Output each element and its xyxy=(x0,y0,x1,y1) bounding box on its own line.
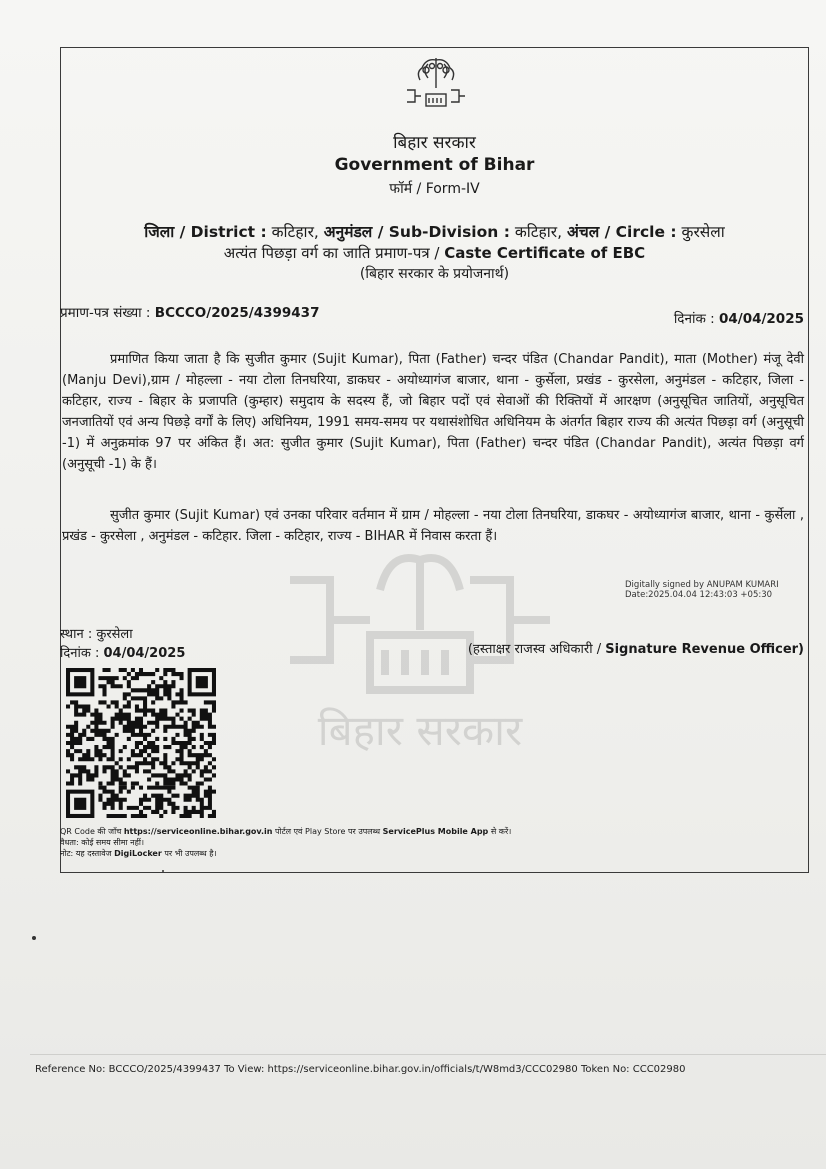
watermark-text: बिहार सरकार xyxy=(317,706,523,755)
digilocker-post: पर भी उपलब्ध है। xyxy=(164,849,217,858)
subdivision-value: कटिहार, xyxy=(514,223,563,241)
reference-line: Reference No: BCCCO/2025/4399437 To View: https://serviceonline.bihar.gov.in/officials/t/W8md3/CCC02980 Token No: CCC02980 xyxy=(35,1064,686,1075)
place-label: स्थान : xyxy=(60,627,93,642)
certificate-type-english: Caste Certificate of EBC xyxy=(444,244,646,262)
circle-label: अंचल / Circle : xyxy=(567,223,677,241)
issue-date-label: दिनांक : xyxy=(673,311,715,327)
certificate-paragraph-2: सुजीत कुमार (Sujit Kumar) एवं उनका परिवार वर्तमान में ग्राम / मोहल्ला - नया टोला तिनघरिया, डाकघर - अयोध्यागंज बाजार, थाना - कुर्सेला , प्रखंड - कुरसेला , अनुमंडल - कटिहार. जिला - कटिहार, राज्य - BIHAR में निवास करता हैं। xyxy=(62,508,804,544)
signature-block xyxy=(468,639,804,657)
digilocker-pre: नोट: यह दस्तावेज xyxy=(60,849,112,858)
certificate-type-hindi: अत्यंत पिछड़ा वर्ग का जाति प्रमाण-पत्र / xyxy=(223,244,440,262)
title-english: Government of Bihar xyxy=(334,155,535,175)
validity-note: वैधता: कोई समय सीमा नहीं। xyxy=(60,838,144,847)
certificate-number-value: BCCCO/2025/4399437 xyxy=(154,305,320,321)
form-label: फॉर्म / Form-IV xyxy=(389,181,480,197)
signature-english: Signature Revenue Officer) xyxy=(605,642,804,657)
district-value: कटिहार, xyxy=(271,223,319,241)
district-label: जिला / District : xyxy=(144,223,267,241)
certificate-purpose: (बिहार सरकार के प्रयोजनार्थ) xyxy=(359,266,510,282)
digital-signature-name: Digitally signed by ANUPAM KUMARI xyxy=(625,580,779,590)
paper-speck xyxy=(32,936,36,940)
subdivision-label: अनुमंडल / Sub-Division : xyxy=(323,223,510,241)
bihar-emblem-icon xyxy=(404,54,468,112)
notes xyxy=(60,826,511,859)
qr-note-post: से करें। xyxy=(490,827,512,836)
title-hindi: बिहार सरकार xyxy=(393,133,476,153)
place-value: कुरसेला xyxy=(96,627,133,642)
certificate-type xyxy=(60,243,809,263)
footer-divider xyxy=(30,1054,826,1055)
digital-signature-date: Date:2025.04.04 12:43:03 +05:30 xyxy=(625,590,773,600)
issue-date-value: 04/04/2025 xyxy=(718,311,804,327)
qr-note-app: ServicePlus Mobile App xyxy=(382,827,489,836)
certificate-number-label: प्रमाण-पत्र संख्या : xyxy=(60,305,151,321)
digital-signature xyxy=(625,580,779,600)
place xyxy=(60,624,133,642)
watermark-emblem-icon xyxy=(270,540,570,780)
digilocker-name: DigiLocker xyxy=(114,849,162,858)
sign-date xyxy=(60,643,185,661)
certificate-paragraph-1: प्रमाणित किया जाता है कि सुजीत कुमार (Sujit Kumar), पिता (Father) चन्दर पंडित (Chandar Pandit), माता (Mother) मंजू देवी (Manju Devi),ग्राम / मोहल्ला - नया टोला तिनघरिया, डाकघर - अयोध्यागंज बाजार, थाना - कुर्सेला, प्रखंड - कुरसेला, अनुमंडल - कटिहार, जिला - कटिहार, राज्य - बिहार के प्रजापति (कुम्हार) समुदाय के सदस्य हैं, जो बिहार पदों एवं सेवाओं की रिक्तियों में आरक्षण (अनुसूचित जातियों, अनुसूचित जनजातियों एवं अन्य पिछड़े वर्गों के लिए) अधिनियम, 1991 समय-समय पर यथासंशोधित अधिनियम के अंतर्गत बिहार राज्य की अत्यंत पिछड़ा वर्ग (अनुसूची -1) में अनुक्रमांक 97 पर अंकित हैं। अत: सुजीत कुमार (Sujit Kumar), पिता (Father) चन्दर पंडित (Chandar Pandit), अत्यंत पिछड़ा वर्ग (अनुसूची -1) के हैं। xyxy=(62,352,804,472)
certificate-number xyxy=(60,303,319,321)
qr-note-url[interactable]: https://serviceonline.bihar.gov.in xyxy=(123,827,273,836)
sign-date-value: 04/04/2025 xyxy=(103,646,186,661)
sign-date-label: दिनांक : xyxy=(60,646,100,661)
paper-speck xyxy=(162,870,164,872)
issue-date xyxy=(674,309,804,327)
signature-hindi: (हस्ताक्षर राजस्व अधिकारी / xyxy=(467,642,602,657)
digilocker-note xyxy=(60,848,511,859)
qr-note-mid: पोर्टल एवं Play Store पर उपलब्ध xyxy=(275,827,381,836)
qr-note xyxy=(60,826,511,837)
qr-code-icon[interactable] xyxy=(66,668,216,818)
district-line xyxy=(60,220,809,242)
qr-note-pre: QR Code की जाँच xyxy=(60,827,122,836)
circle-value: कुरसेला xyxy=(681,223,725,241)
